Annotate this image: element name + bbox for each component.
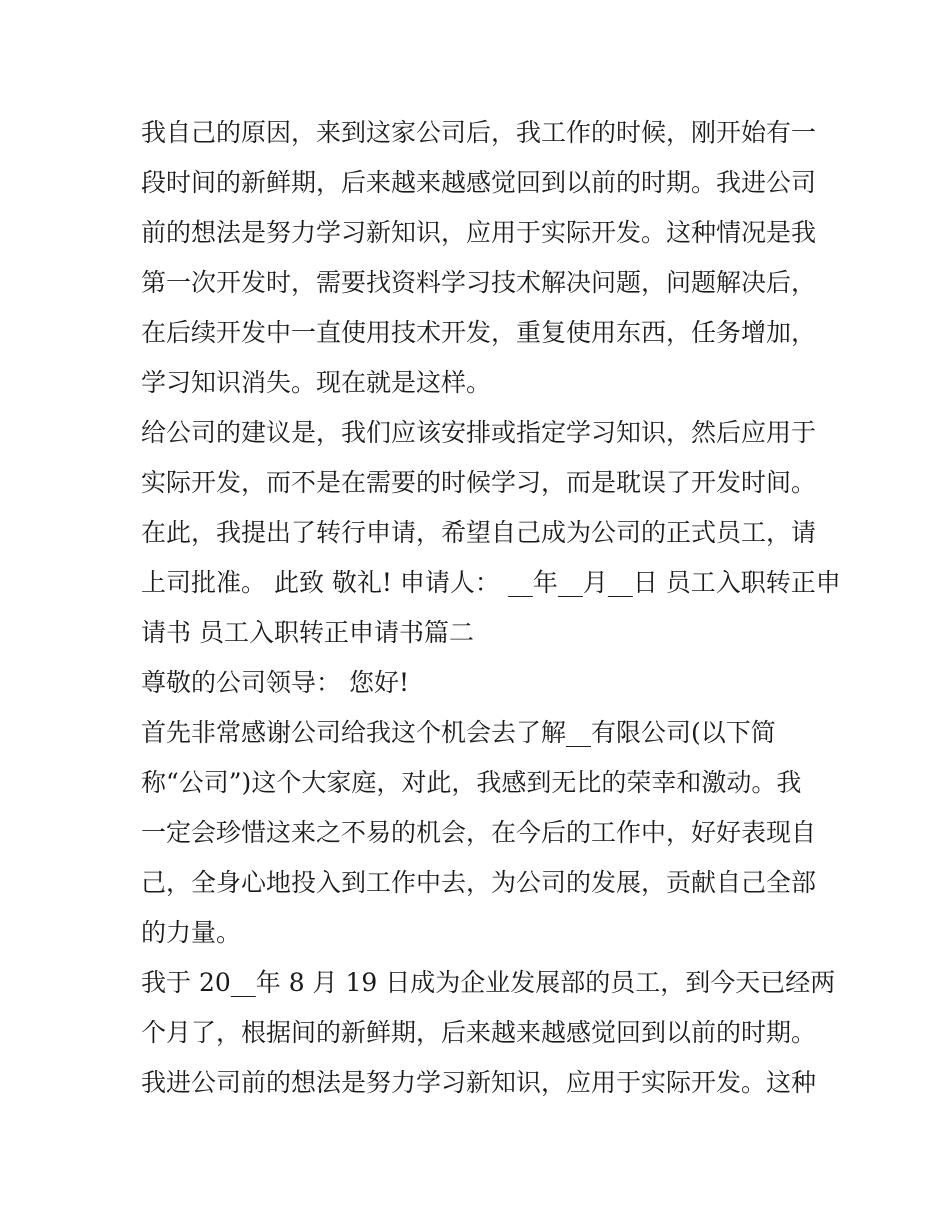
- text-line: 首先非常感谢公司给我这个机会去了解__有限公司(以下简: [141, 718, 776, 747]
- text-line: 请书 员工入职转正申请书篇二: [141, 618, 474, 647]
- text-line: 在后续开发中一直使用技术开发，重复使用东西，任务增加，: [141, 318, 817, 347]
- text-line: 实际开发，而不是在需要的时候学习，而是耽误了开发时间。: [141, 468, 817, 497]
- text-line: 前的想法是努力学习新知识，应用于实际开发。这种情况是我: [141, 218, 817, 247]
- text-line: 尊敬的公司领导： 您好!: [141, 668, 409, 697]
- text-line: 一定会珍惜这来之不易的机会，在今后的工作中，好好表现自: [141, 818, 817, 847]
- text-line: 在此，我提出了转行申请，希望自己成为公司的正式员工，请: [141, 518, 817, 547]
- text-line: 个月了，根据间的新鲜期，后来越来越感觉回到以前的时期。: [141, 1018, 817, 1047]
- text-line: 段时间的新鲜期，后来越来越感觉回到以前的时期。我进公司: [141, 168, 817, 197]
- text-line: 第一次开发时，需要找资料学习技术解决问题，问题解决后，: [141, 268, 817, 297]
- text-line: 己，全身心地投入到工作中去，为公司的发展，贡献自己全部: [141, 868, 817, 897]
- text-line: 给公司的建议是，我们应该安排或指定学习知识，然后应用于: [141, 418, 817, 447]
- text-line: 我进公司前的想法是努力学习新知识，应用于实际开发。这种: [141, 1068, 817, 1097]
- text-line: 学习知识消失。现在就是这样。: [141, 368, 492, 397]
- text-line: 上司批准。 此致 敬礼! 申请人： __年__月__日 员工入职转正申: [141, 568, 841, 597]
- text-line: 我于 20__年 8 月 19 日成为企业发展部的员工，到今天已经两: [141, 968, 836, 997]
- text-line: 称“公司”)这个大家庭，对此，我感到无比的荣幸和激动。我: [141, 768, 802, 797]
- text-line: 我自己的原因，来到这家公司后，我工作的时候，刚开始有一: [141, 118, 817, 147]
- document-body: [141, 108, 841, 1108]
- text-line: 的力量。: [141, 918, 242, 947]
